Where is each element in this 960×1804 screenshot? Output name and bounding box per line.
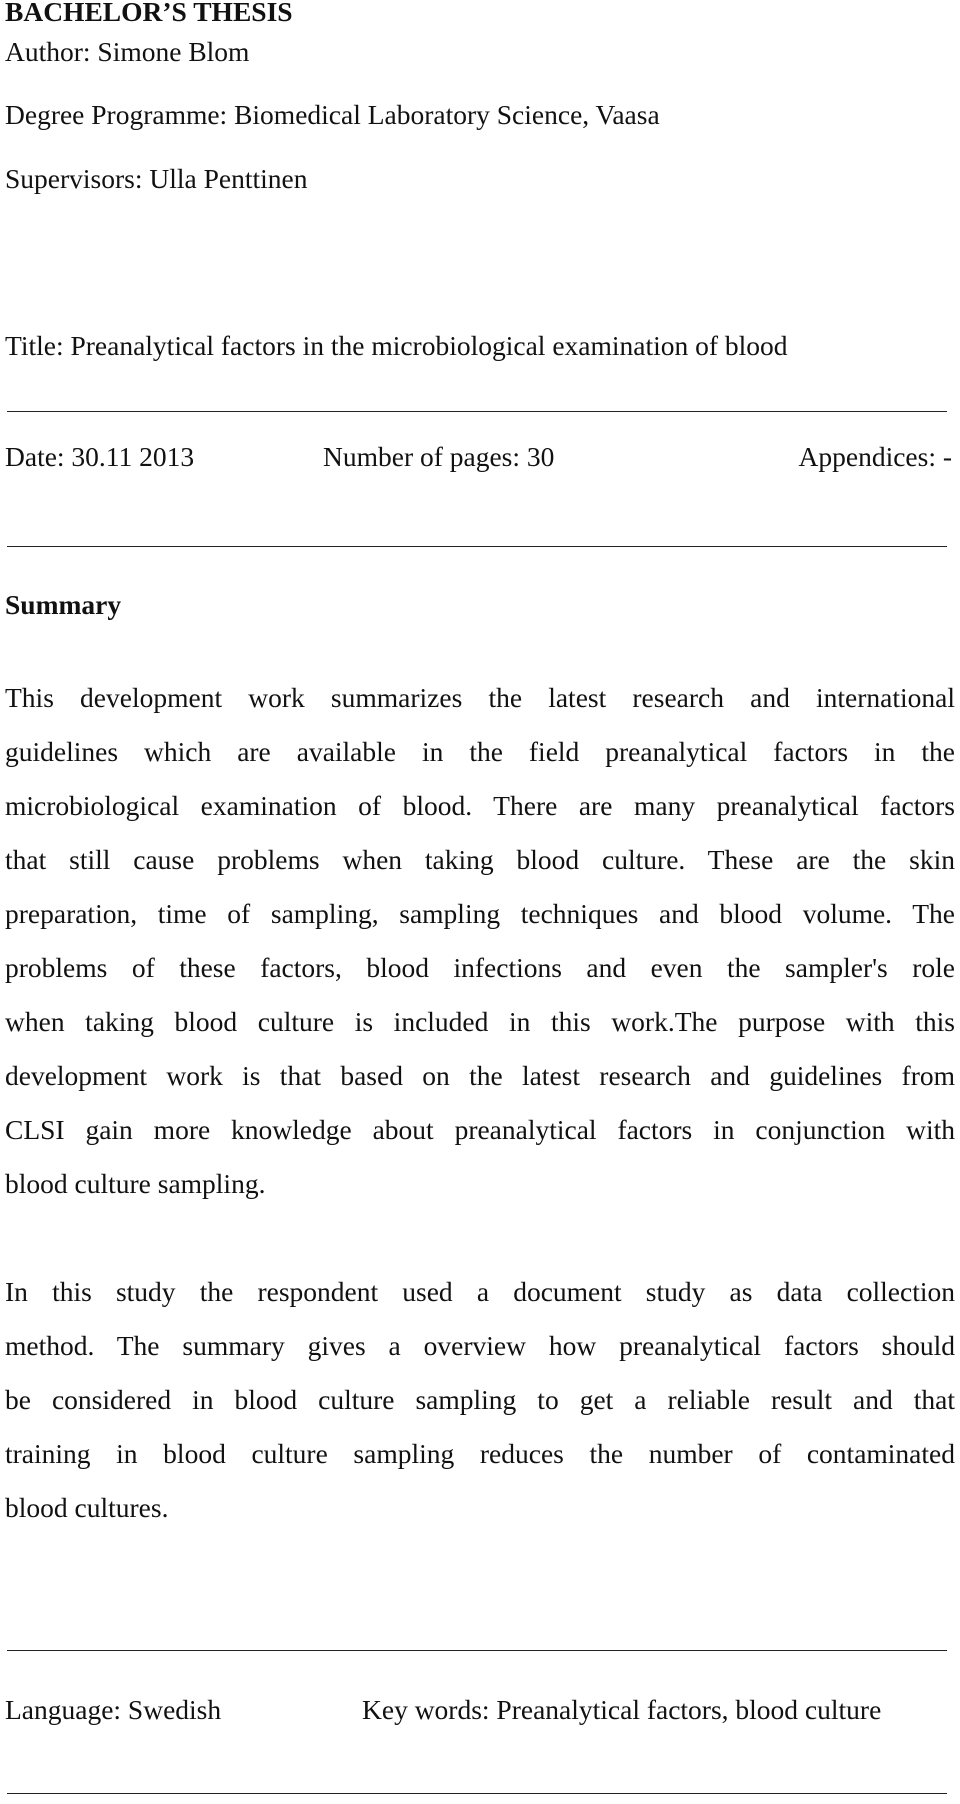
date-field: Date: 30.11 2013 — [5, 441, 195, 472]
summary-text-line: development work is that based on the latest research and guidelines from — [5, 1060, 955, 1091]
keywords-field: Key words: Preanalytical factors, blood culture — [362, 1694, 882, 1725]
divider-rule — [7, 1650, 947, 1651]
summary-text-line: This development work summarizes the latest research and international — [5, 682, 955, 713]
summary-text-line: guidelines which are available in the field preanalytical factors in the — [5, 736, 955, 767]
language-field: Language: Swedish — [5, 1694, 222, 1725]
title-line: Title: Preanalytical factors in the microbiological examination of blood — [5, 330, 788, 361]
summary-text-line: when taking blood culture is included in this work.The purpose with this — [5, 1006, 955, 1037]
summary-heading: Summary — [5, 589, 122, 620]
appendices-field: Appendices: - — [798, 441, 952, 472]
author-line: Author: Simone Blom — [5, 36, 250, 67]
divider-rule — [7, 411, 947, 412]
degree-programme-line: Degree Programme: Biomedical Laboratory Science, Vaasa — [5, 99, 660, 130]
summary-text-line: be considered in blood culture sampling to get a reliable result and that — [5, 1384, 955, 1415]
summary-text-line: blood cultures. — [5, 1492, 169, 1523]
summary-text-line: method. The summary gives a overview how preanalytical factors should — [5, 1330, 955, 1361]
page-count-field: Number of pages: 30 — [323, 441, 555, 472]
summary-text-line: that still cause problems when taking blood culture. These are the skin — [5, 844, 955, 875]
summary-text-line: training in blood culture sampling reduces the number of contaminated — [5, 1438, 955, 1469]
summary-text-line: In this study the respondent used a document study as data collection — [5, 1276, 955, 1307]
summary-text-line: preparation, time of sampling, sampling techniques and blood volume. The — [5, 898, 955, 929]
summary-text-line: microbiological examination of blood. There are many preanalytical factors — [5, 790, 955, 821]
summary-text-line: blood culture sampling. — [5, 1168, 266, 1199]
supervisors-line: Supervisors: Ulla Penttinen — [5, 163, 308, 194]
divider-rule — [7, 1793, 947, 1794]
thesis-heading: BACHELOR’S THESIS — [5, 0, 293, 27]
summary-text-line: CLSI gain more knowledge about preanalytical factors in conjunction with — [5, 1114, 955, 1145]
summary-text-line: problems of these factors, blood infections and even the sampler's role — [5, 952, 955, 983]
divider-rule — [7, 546, 947, 547]
